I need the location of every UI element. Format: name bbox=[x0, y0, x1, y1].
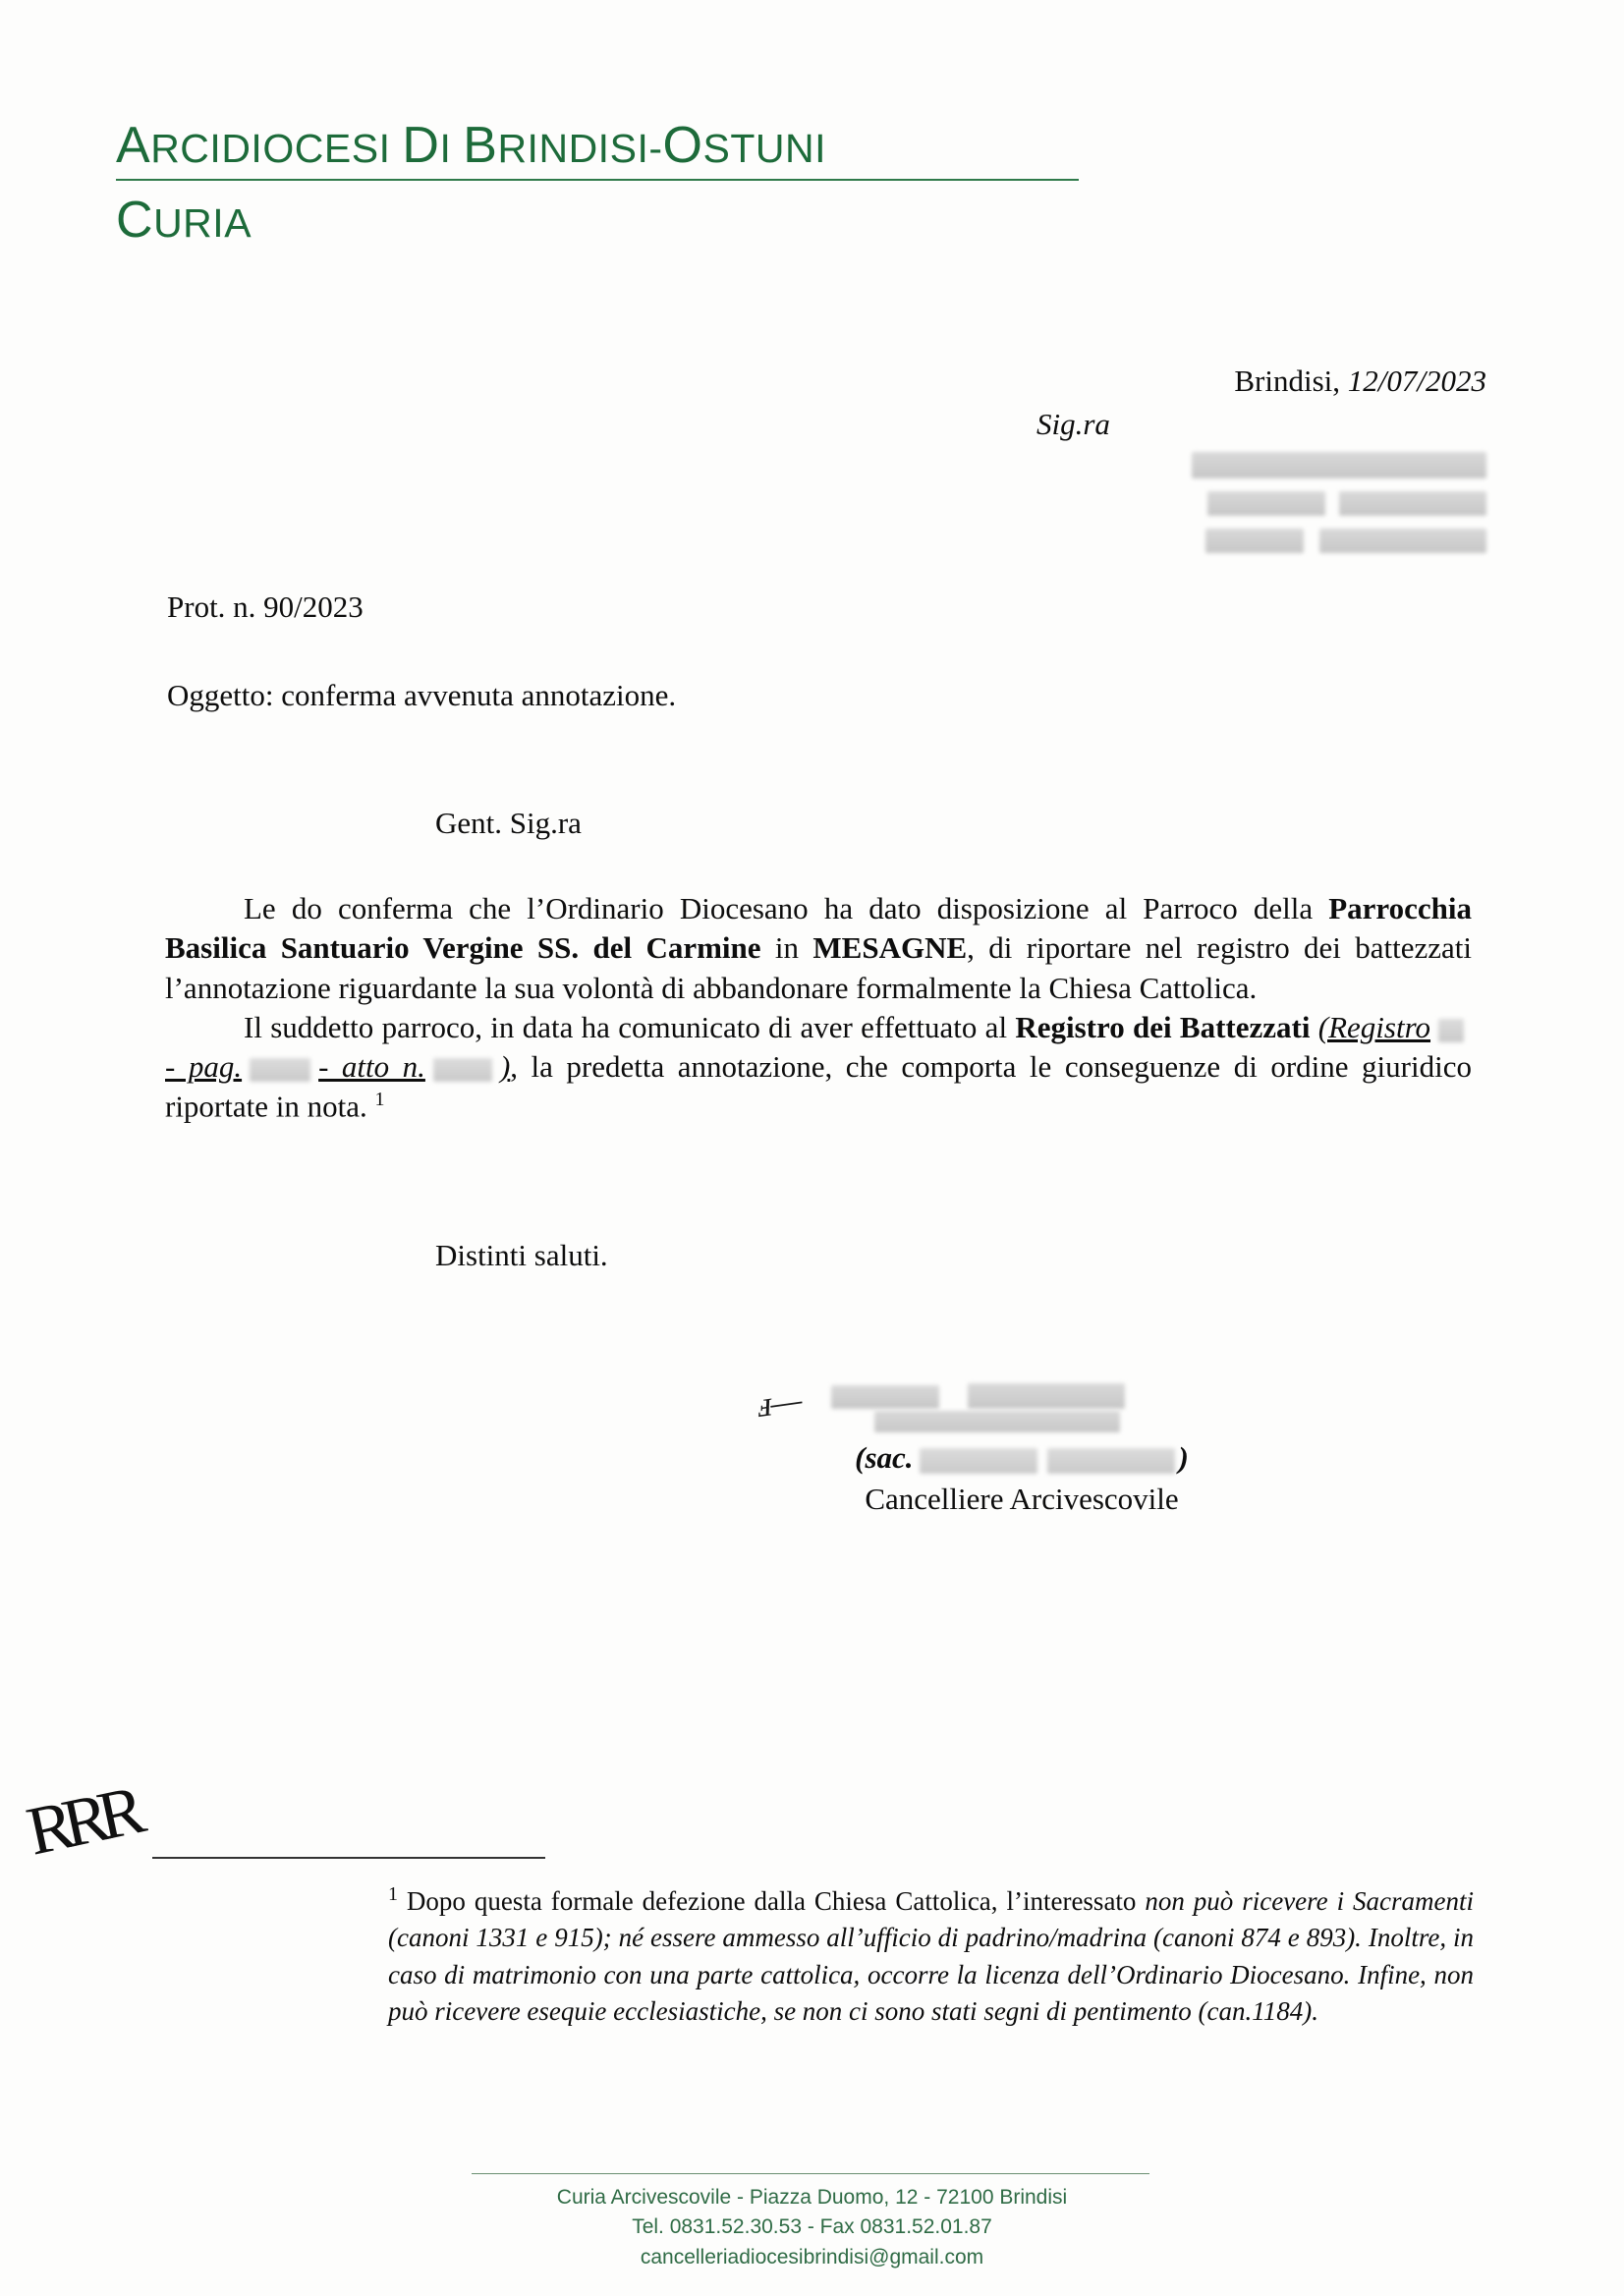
register-reference-pag: - pag. bbox=[165, 1049, 243, 1085]
sac-suffix: ) bbox=[1178, 1440, 1189, 1475]
parish-name: Parrocchia Basilica Santuario Vergine SS. del Carmine bbox=[165, 891, 1472, 966]
p1-text-b: in bbox=[760, 930, 813, 966]
footer-phone: Tel. 0831.52.30.53 - Fax 0831.52.01.87 bbox=[632, 2215, 992, 2239]
redacted-signature-part-1 bbox=[831, 1385, 939, 1409]
footnote-marker: 1 bbox=[388, 1883, 398, 1905]
letterhead-line-2: CURIA bbox=[116, 192, 252, 249]
redacted-signature-part-2 bbox=[968, 1383, 1125, 1409]
footnote-text-a: Dopo questa formale defezione dalla Chiesa Cattolica, l’interessato bbox=[398, 1886, 1146, 1916]
register-reference-atto: - atto n. bbox=[318, 1049, 425, 1085]
signer-name-line bbox=[747, 1440, 1297, 1476]
footnote-text bbox=[388, 1881, 1474, 2030]
register-reference-close: ) bbox=[499, 1049, 511, 1085]
date-line bbox=[1035, 364, 1486, 399]
letterhead-line-1: ARCIDIOCESI DI BRINDISI-OSTUNI bbox=[116, 117, 826, 174]
signature-flourish-icon: ⅎ— bbox=[754, 1378, 805, 1426]
margin-scribble-icon: RRR bbox=[21, 1773, 142, 1871]
protocol-number: Prot. n. 90/2023 bbox=[167, 589, 364, 624]
footer-email[interactable]: cancelleriadiocesibrindisi@gmail.com bbox=[640, 2245, 984, 2268]
footer-divider bbox=[472, 2173, 1149, 2174]
redacted-address-part-1 bbox=[1207, 491, 1325, 516]
p1-text-a: Le do conferma che l’Ordinario Diocesano ha dato disposizione al Parroco della bbox=[244, 891, 1329, 925]
redacted-city-part-2 bbox=[1319, 529, 1486, 553]
letterhead-divider bbox=[116, 179, 1079, 181]
p2-text-b: , la predetta annotazione, che comporta le conseguenze di ordine giuridico riportate in nota. bbox=[165, 1049, 1472, 1124]
handwritten-signature bbox=[747, 1375, 1297, 1434]
redacted-register-number bbox=[1438, 1019, 1464, 1042]
register-reference-open: (Registro bbox=[1317, 1009, 1431, 1044]
date-addressee-block bbox=[1035, 364, 1486, 558]
footnote-reference: 1 bbox=[374, 1089, 385, 1111]
footnote-text-b: non può ricevere i Sacramenti (canoni 1331 e 915); né essere ammesso all’ufficio di padrino/madrina (canoni 874 e 893). Inoltre, in caso di matrimonio con una parte cattolica, occorre la licenza dell’Ordinario Diocesano. Infine, non può ricevere esequie ecclesiastiche, se non ci sono stati segni di pentimento (can.1184). bbox=[388, 1886, 1474, 2026]
letterhead bbox=[116, 116, 1098, 250]
redacted-city-part-1 bbox=[1205, 529, 1304, 553]
city-label: Brindisi, bbox=[1234, 364, 1341, 398]
redacted-name bbox=[1192, 452, 1486, 478]
letter-date: 12/07/2023 bbox=[1347, 364, 1486, 398]
register-label: Registro dei Battezzati bbox=[1015, 1009, 1311, 1044]
redacted-address-part-2 bbox=[1339, 491, 1486, 516]
subject-line: Oggetto: conferma avvenuta annotazione. bbox=[167, 678, 677, 712]
closing-line: Distinti saluti. bbox=[435, 1238, 608, 1272]
p1-text-c: , di riportare nel registro dei battezzati l’annotazione riguardante la sua volontà di abbandonare formalmente la Chiesa Cattolica. bbox=[165, 930, 1473, 1005]
salutation: Gent. Sig.ra bbox=[435, 806, 582, 840]
redacted-priest-last-name bbox=[1047, 1448, 1175, 1474]
signer-role: Cancelliere Arcivescovile bbox=[865, 1482, 1179, 1516]
addressee-title: Sig.ra bbox=[1036, 407, 1110, 441]
redacted-priest-first-name bbox=[920, 1448, 1037, 1474]
p2-text-a: Il suddetto parroco, in data ha comunicato di aver effettuato al bbox=[244, 1009, 1016, 1044]
footer-address: Curia Arcivescovile - Piazza Duomo, 12 - 72100 Brindisi bbox=[556, 2186, 1068, 2209]
body-paragraph-1 bbox=[165, 889, 1472, 1008]
addressee-redacted-block bbox=[1035, 452, 1486, 558]
redacted-signature-part-3 bbox=[874, 1411, 1120, 1432]
redacted-page-number bbox=[250, 1058, 310, 1082]
signature-block bbox=[747, 1375, 1297, 1517]
footnote-divider bbox=[152, 1857, 545, 1859]
sac-prefix: (sac. bbox=[855, 1440, 914, 1475]
town-name: MESAGNE bbox=[812, 930, 968, 966]
redacted-act-number bbox=[433, 1058, 492, 1082]
page-footer bbox=[0, 2183, 1624, 2272]
body-paragraph-2 bbox=[165, 1008, 1472, 1127]
letter-body bbox=[165, 889, 1472, 1127]
